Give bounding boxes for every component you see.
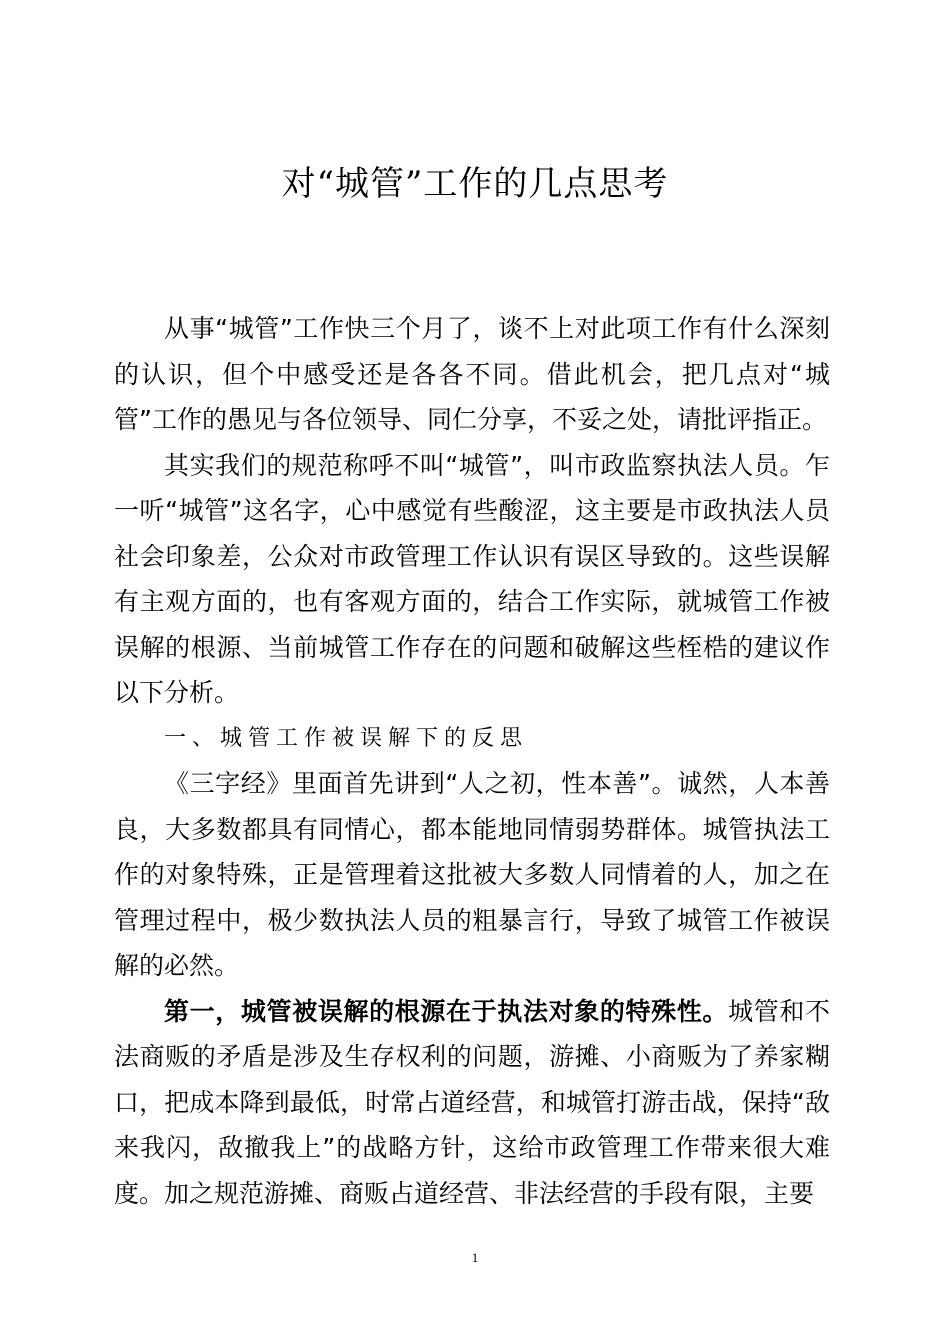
- page-number: 1: [471, 1250, 479, 1265]
- paragraph-1: 从事“城管”工作快三个月了，谈不上对此项工作有什么深刻的认识，但个中感受还是各各不同。借此机会，把几点对“城管”工作的愚见与各位领导、同仁分享，不妥之处，请批评指正。: [114, 314, 830, 434]
- document-body: [114, 306, 830, 1216]
- document-title: 对“城管”工作的几点思考: [281, 164, 669, 204]
- paragraph-3: 《三字经》里面首先讲到“人之初，性本善”。诚然，人本善良，大多数都具有同情心，都本能地同情弱势群体。城管执法工作的对象特殊，正是管理着这批被大多数人同情着的人，加之在管理过程中，极少数执法人员的粗暴言行，导致了城管工作被误解的必然。: [114, 769, 830, 980]
- paragraph-2: 其实我们的规范称呼不叫“城管”，叫市政监察执法人员。乍一听“城管”这名字，心中感觉有些酸涩，这主要是市政执法人员社会印象差，公众对市政管理工作认识有误区导致的。这些误解有主观方面的，也有客观方面的，结合工作实际，就城管工作被误解的根源、当前城管工作存在的问题和破解这些桎梏的建议作以下分析。: [114, 450, 830, 707]
- paragraph-4-lead: 第一，城管被误解的根源在于执法对象的特殊性。: [164, 996, 729, 1026]
- paragraph-4-text: 城管和不法商贩的矛盾是涉及生存权利的问题，游摊、小商贩为了养家糊口，把成本降到最低，时常占道经营，和城管打游击战，保持“敌来我闪，敌撤我上”的战略方针，这给市政管理工作带来很大难度。加之规范游摊、商贩占道经营、非法经营的手段有限，主要: [114, 996, 830, 1208]
- paragraph-4: [114, 989, 830, 1217]
- section-heading: 一、城管工作被误解下的反思: [164, 725, 529, 751]
